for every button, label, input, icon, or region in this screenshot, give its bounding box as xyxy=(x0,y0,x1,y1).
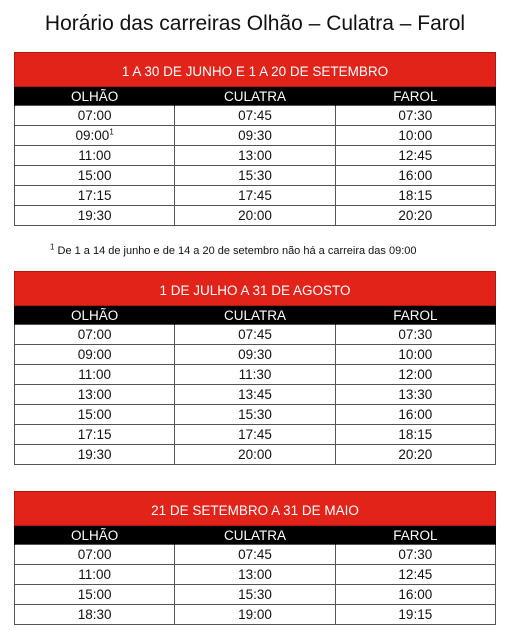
schedule-section-june-september xyxy=(14,52,496,226)
footnote-text: De 1 a 14 de junho e de 14 a 20 de setembro não há a carreira das 09:00 xyxy=(54,245,417,257)
time-cell xyxy=(15,425,175,445)
time-value: 16:00 xyxy=(398,168,433,183)
time-cell xyxy=(15,106,175,126)
time-cell xyxy=(15,605,175,625)
time-cell xyxy=(15,385,175,405)
time-value: 13:00 xyxy=(238,567,272,582)
time-value: 10:00 xyxy=(398,128,433,143)
time-cell xyxy=(15,146,175,166)
table-row xyxy=(15,585,496,605)
schedule-section-july-august xyxy=(14,271,496,465)
time-value: 17:15 xyxy=(77,427,112,442)
time-cell xyxy=(175,206,335,226)
time-value: 18:15 xyxy=(398,427,433,442)
time-cell xyxy=(175,425,335,445)
time-value: 15:30 xyxy=(238,587,272,602)
table-row xyxy=(15,146,496,166)
time-value: 15:30 xyxy=(238,407,272,422)
time-value: 20:20 xyxy=(398,208,433,223)
column-header-row xyxy=(15,526,496,545)
time-value: 18:30 xyxy=(77,607,112,622)
time-cell xyxy=(335,186,495,206)
time-cell xyxy=(335,425,495,445)
period-header: 1 A 30 DE JUNHO E 1 A 20 DE SETEMBRO xyxy=(14,52,496,87)
time-cell xyxy=(335,126,495,146)
table-row xyxy=(15,425,496,445)
time-value: 09:00 xyxy=(77,347,112,362)
time-value: 11:00 xyxy=(78,148,112,163)
time-cell xyxy=(335,405,495,425)
time-cell xyxy=(335,146,495,166)
time-value: 15:00 xyxy=(77,407,112,422)
column-header: OLHÃO xyxy=(15,306,175,325)
time-cell xyxy=(335,325,495,345)
time-value: 19:15 xyxy=(398,607,433,622)
time-cell xyxy=(175,545,335,565)
time-cell xyxy=(335,206,495,226)
table-row xyxy=(15,345,496,365)
time-cell xyxy=(15,345,175,365)
time-cell xyxy=(175,605,335,625)
column-header: CULATRA xyxy=(175,306,335,325)
time-cell xyxy=(335,166,495,186)
column-header: OLHÃO xyxy=(15,526,175,545)
time-value: 07:45 xyxy=(238,108,272,123)
time-value: 18:15 xyxy=(398,188,433,203)
column-header: FAROL xyxy=(335,526,495,545)
time-cell xyxy=(335,106,495,126)
time-cell xyxy=(175,126,335,146)
table-row xyxy=(15,206,496,226)
time-value: 12:45 xyxy=(398,148,433,163)
time-value: 19:30 xyxy=(77,208,112,223)
time-cell xyxy=(175,186,335,206)
time-value: 07:45 xyxy=(238,327,272,342)
footnote-ref: 1 xyxy=(109,127,114,137)
time-value: 19:30 xyxy=(77,447,112,462)
time-cell xyxy=(15,405,175,425)
time-cell xyxy=(335,585,495,605)
time-value: 16:00 xyxy=(398,407,433,422)
time-value: 12:45 xyxy=(398,567,433,582)
time-value: 07:00 xyxy=(77,547,112,562)
time-value: 07:45 xyxy=(238,547,272,562)
table-row xyxy=(15,325,496,345)
time-value: 13:30 xyxy=(398,387,433,402)
time-cell xyxy=(335,345,495,365)
column-header: FAROL xyxy=(335,306,495,325)
time-cell xyxy=(335,545,495,565)
time-cell xyxy=(175,565,335,585)
page-title: Horário das carreiras Olhão – Culatra – Farol xyxy=(44,12,466,35)
time-value: 16:00 xyxy=(398,587,433,602)
column-header: FAROL xyxy=(335,87,495,106)
time-value: 13:00 xyxy=(238,148,272,163)
time-cell xyxy=(175,146,335,166)
schedule-table xyxy=(14,526,496,625)
time-cell xyxy=(175,106,335,126)
time-cell xyxy=(175,405,335,425)
time-cell xyxy=(15,166,175,186)
table-row xyxy=(15,365,496,385)
time-cell xyxy=(15,325,175,345)
column-header: CULATRA xyxy=(175,87,335,106)
time-value: 13:45 xyxy=(238,387,272,402)
time-value: 11:00 xyxy=(78,367,112,382)
time-value: 19:00 xyxy=(238,607,272,622)
time-cell xyxy=(15,565,175,585)
time-value: 07:30 xyxy=(398,327,433,342)
time-cell xyxy=(175,345,335,365)
time-cell xyxy=(335,445,495,465)
time-value: 09:30 xyxy=(238,128,272,143)
schedule-section-september-may xyxy=(14,491,496,625)
time-value: 20:20 xyxy=(398,447,433,462)
schedule-table xyxy=(14,306,496,465)
time-cell xyxy=(15,585,175,605)
time-cell xyxy=(335,385,495,405)
time-cell xyxy=(335,565,495,585)
time-cell xyxy=(175,365,335,385)
time-value: 15:00 xyxy=(77,587,112,602)
table-row xyxy=(15,605,496,625)
table-row xyxy=(15,445,496,465)
time-cell xyxy=(15,545,175,565)
time-value: 10:00 xyxy=(398,347,433,362)
column-header: OLHÃO xyxy=(15,87,175,106)
table-row xyxy=(15,545,496,565)
period-header: 1 DE JULHO A 31 DE AGOSTO xyxy=(14,271,496,306)
table-row xyxy=(15,405,496,425)
time-cell xyxy=(15,206,175,226)
time-value: 20:00 xyxy=(238,447,272,462)
time-value: 09:30 xyxy=(238,347,272,362)
table-row xyxy=(15,166,496,186)
time-value: 17:45 xyxy=(238,188,272,203)
table-row xyxy=(15,385,496,405)
time-cell xyxy=(175,166,335,186)
time-cell xyxy=(15,126,175,146)
time-value: 12:00 xyxy=(398,367,433,382)
table-row xyxy=(15,186,496,206)
time-cell xyxy=(335,605,495,625)
time-cell xyxy=(15,186,175,206)
footnote-mark: 1 xyxy=(50,242,55,252)
time-value: 11:00 xyxy=(78,567,112,582)
time-cell xyxy=(15,445,175,465)
schedule-table xyxy=(14,87,496,226)
footnote xyxy=(50,242,417,257)
column-header-row xyxy=(15,87,496,106)
time-cell xyxy=(175,325,335,345)
time-value: 11:30 xyxy=(238,367,272,382)
column-header-row xyxy=(15,306,496,325)
time-value: 07:00 xyxy=(77,108,112,123)
column-header: CULATRA xyxy=(175,526,335,545)
time-cell xyxy=(175,385,335,405)
table-row xyxy=(15,565,496,585)
time-value: 07:30 xyxy=(398,547,433,562)
time-value: 07:00 xyxy=(77,327,112,342)
period-header: 21 DE SETEMBRO A 31 DE MAIO xyxy=(14,491,496,526)
time-cell xyxy=(15,365,175,385)
time-value: 17:45 xyxy=(238,427,272,442)
time-value: 17:15 xyxy=(77,188,112,203)
time-value: 20:00 xyxy=(238,208,272,223)
table-row xyxy=(15,126,496,146)
time-value: 07:30 xyxy=(398,108,433,123)
time-value: 15:00 xyxy=(77,168,112,183)
time-value: 13:00 xyxy=(77,387,112,402)
time-cell xyxy=(335,365,495,385)
time-value: 09:00 xyxy=(75,128,110,143)
time-value: 15:30 xyxy=(238,168,272,183)
time-cell xyxy=(175,445,335,465)
time-cell xyxy=(175,585,335,605)
table-row xyxy=(15,106,496,126)
